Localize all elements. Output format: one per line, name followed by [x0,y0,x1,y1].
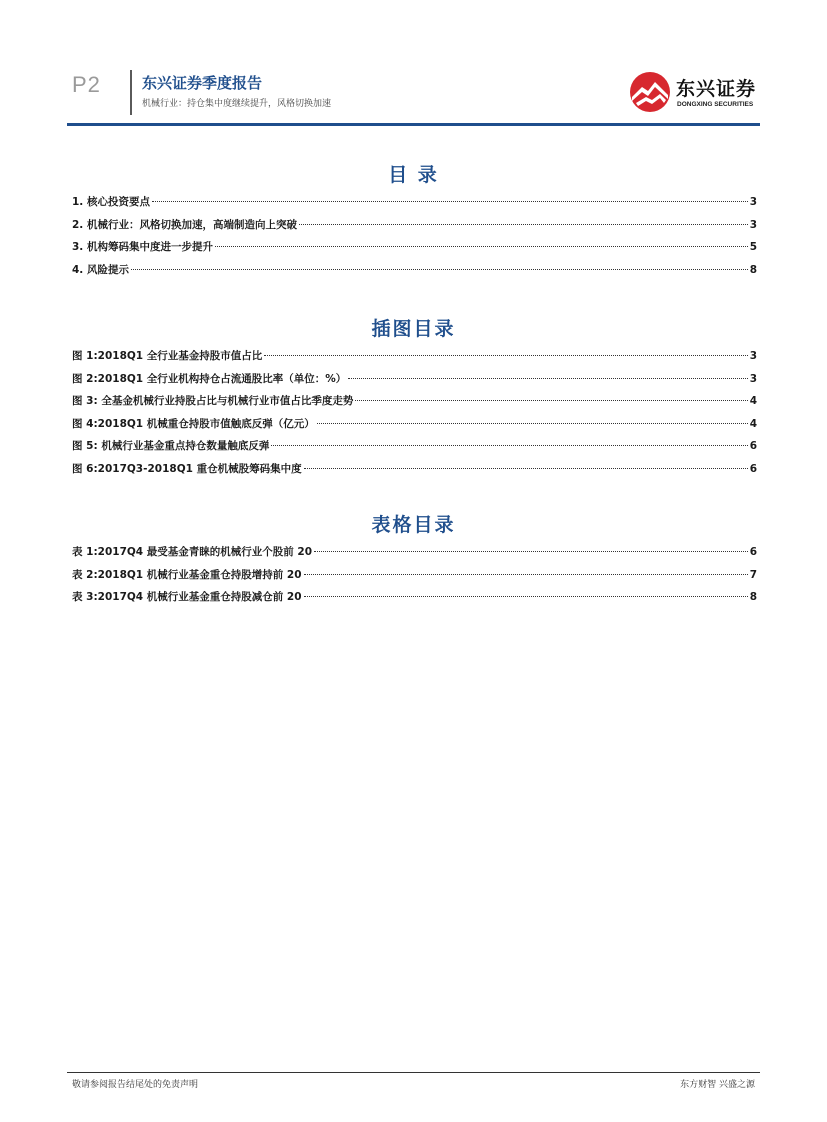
dot-leader [304,468,748,469]
table-entry[interactable] [72,589,757,612]
dot-leader [299,224,748,225]
toc-entry-label: 4. 风险提示 [72,263,129,276]
figure-entry-page: 4 [749,417,757,430]
header-rule [67,123,760,126]
dot-leader [304,574,748,575]
figure-entry-label: 图 2:2018Q1 全行业机构持仓占流通股比率（单位：%） [72,372,347,385]
dot-leader [131,269,748,270]
toc-entry-page: 3 [749,218,757,231]
toc-entry-label: 1. 核心投资要点 [72,196,150,208]
dot-leader [348,378,747,379]
toc-entry[interactable] [72,262,757,285]
figure-entry[interactable] [72,393,757,416]
figure-entry-label: 图 3: 全基金机械行业持股占比与机械行业市值占比季度走势 [72,395,354,407]
figure-entry[interactable] [72,461,757,484]
toc-entry-page: 3 [749,196,757,208]
company-slogan: 东方财智 兴盛之源 [680,1080,755,1090]
table-entry-page: 7 [749,568,757,581]
company-logo [628,70,758,116]
dot-leader [314,551,748,552]
toc-entry-label: 3. 机构筹码集中度进一步提升 [72,241,213,253]
figure-entry[interactable] [72,371,757,394]
header-divider [130,70,132,115]
table-entry-page: 8 [749,591,757,603]
logo-wordmark-cn: 东兴证券 [676,78,757,100]
disclaimer-note: 敬请参阅报告结尾处的免责声明 [72,1080,199,1090]
contents-title: 目 录 [388,164,439,186]
toc-entry[interactable] [72,217,757,240]
tables-title: 表格目录 [371,514,456,536]
figure-entry-label: 图 6:2017Q3-2018Q1 重仓机械股筹码集中度 [72,462,302,475]
dot-leader [317,423,748,424]
table-entry[interactable] [72,567,757,590]
figure-entry-page: 6 [749,440,757,452]
page-header [0,0,827,130]
footer-rule [67,1072,760,1073]
figures-title: 插图目录 [371,318,456,340]
dot-leader [355,400,747,401]
figure-entry-label: 图 5: 机械行业基金重点持仓数量触底反弹 [72,440,270,452]
dot-leader [215,246,748,247]
dot-leader [271,445,747,446]
figures-list [72,348,757,483]
contents-list [72,194,757,284]
report-title: 东兴证券季度报告 [142,74,263,92]
report-subtitle: 机械行业：持仓集中度继续提升，风格切换加速 [142,99,332,109]
tables-list [72,544,757,612]
figure-entry[interactable] [72,438,757,461]
dot-leader [304,596,748,597]
figure-entry-page: 3 [749,372,757,385]
figure-entry-page: 6 [749,462,757,475]
figure-entry[interactable] [72,416,757,439]
figure-entry-label: 图 4:2018Q1 机械重仓持股市值触底反弹（亿元） [72,417,315,430]
table-entry-label: 表 1:2017Q4 最受基金青睐的机械行业个股前 20 [72,546,313,558]
toc-entry[interactable] [72,239,757,262]
toc-entry[interactable] [72,194,757,217]
figure-entry-label: 图 1:2018Q1 全行业基金持股市值占比 [72,350,263,362]
logo-wordmark-en: DONGXING SECURITIES [677,101,754,108]
page-number: P2 [72,72,101,97]
table-entry-label: 表 2:2018Q1 机械行业基金重仓持股增持前 20 [72,568,302,581]
figure-entry-page: 3 [749,350,757,362]
figure-entry-page: 4 [749,395,757,407]
toc-entry-page: 8 [749,263,757,276]
dot-leader [152,201,748,202]
table-entry-page: 6 [749,546,757,558]
toc-entry-label: 2. 机械行业：风格切换加速，高端制造向上突破 [72,218,297,231]
logo-emblem-icon [628,70,674,116]
figure-entry[interactable] [72,348,757,371]
toc-entry-page: 5 [749,241,757,253]
table-entry-label: 表 3:2017Q4 机械行业基金重仓持股减仓前 20 [72,591,302,603]
dot-leader [264,355,747,356]
table-entry[interactable] [72,544,757,567]
